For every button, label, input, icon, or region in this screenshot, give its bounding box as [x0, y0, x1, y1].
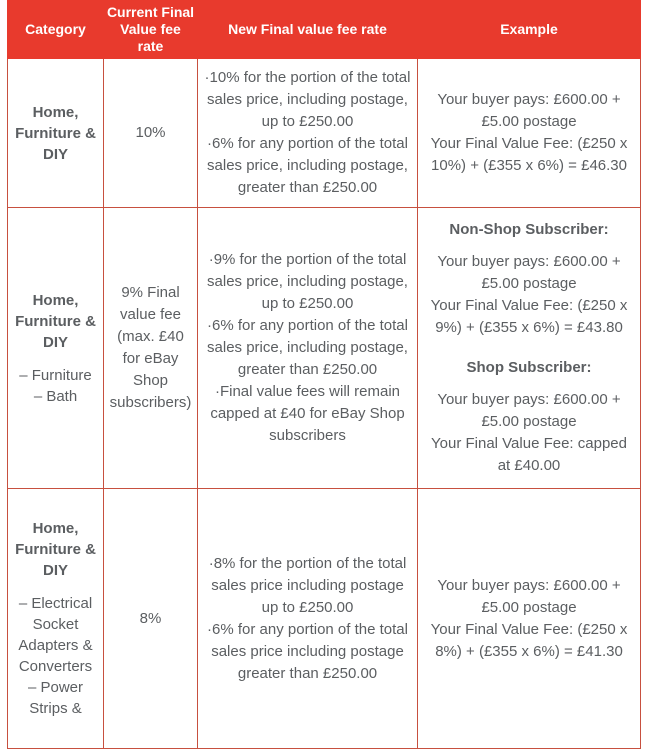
example-block [423, 575, 635, 663]
column-header-new-rate: New Final value fee rate [198, 1, 418, 59]
example-line: Your Final Value Fee: (£250 x 9%) + (£355 x 6%) = £43.80 [430, 297, 628, 336]
new-rate-cell [198, 489, 418, 749]
example-cell [418, 489, 641, 749]
fee-rule-bullet: · 6% for any portion of the total sales price including postage greater than £250.00 [203, 619, 412, 685]
column-header-example: Example [418, 1, 641, 59]
example-block [423, 89, 635, 177]
column-header-current-rate: Current Final Value fee rate [104, 1, 198, 59]
category-title: Home, Furniture & DIY [15, 520, 96, 579]
category-title: Home, Furniture & DIY [15, 103, 96, 163]
category-subitem: – Bath [33, 387, 78, 405]
fee-rule-bullet: · 9% for the portion of the total sales price, including postage, up to £250.00 [203, 249, 412, 315]
fee-rule-bullet: · 6% for any portion of the total sales price, including postage, greater than £250.00 [203, 315, 412, 381]
current-rate-cell: 10% [104, 59, 198, 208]
table-row [8, 59, 641, 208]
fee-rule-bullet: · 10% for the portion of the total sales price, including postage, up to £250.00 [203, 67, 412, 133]
table-header-row [8, 1, 641, 59]
fee-rate-table [7, 0, 641, 749]
example-line: Your Final Value Fee: (£250 x 10%) + (£355 x 6%) = £46.30 [430, 135, 628, 174]
new-rate-cell [198, 59, 418, 208]
table-row [8, 208, 641, 489]
fee-rule-bullet: · 6% for any portion of the total sales price, including postage, greater than £250.00 [203, 133, 412, 199]
example-line: Your buyer pays: £600.00 + £5.00 postage [437, 91, 621, 130]
category-title: Home, Furniture & DIY [15, 291, 96, 351]
example-line: Your buyer pays: £600.00 + £5.00 postage [437, 253, 621, 292]
fee-rule-bullet: · 8% for the portion of the total sales price including postage up to £250.00 [203, 553, 412, 619]
example-cell [418, 59, 641, 208]
category-subitem: – Power Strips & [27, 679, 84, 717]
example-line: Your Final Value Fee: capped at £40.00 [431, 435, 627, 474]
example-line: Your buyer pays: £600.00 + £5.00 postage [437, 391, 621, 430]
example-cell [418, 208, 641, 489]
fee-rule-bullet: · Final value fees will remain capped at £40 for eBay Shop subscribers [203, 381, 412, 447]
category-cell [8, 208, 104, 489]
example-block [423, 219, 635, 339]
category-subitems [11, 593, 100, 719]
example-heading: Non-Shop Subscriber: [449, 221, 609, 238]
category-subitem: – Furniture [19, 366, 92, 384]
new-rate-cell [198, 208, 418, 489]
example-line: Your Final Value Fee: (£250 x 8%) + (£355 x 6%) = £41.30 [430, 620, 628, 660]
example-heading: Shop Subscriber: [466, 359, 592, 376]
table-row [8, 489, 641, 749]
category-cell [8, 489, 104, 749]
category-subitem: – Electrical Socket Adapters & Converters [18, 595, 93, 675]
current-rate-cell: 9% Final value fee (max. £40 for eBay Shop subscribers) [104, 208, 198, 489]
category-cell [8, 59, 104, 208]
current-rate-cell: 8% [104, 489, 198, 749]
example-block [423, 357, 635, 477]
category-subitems [11, 365, 100, 407]
column-header-category: Category [8, 1, 104, 59]
example-line: Your buyer pays: £600.00 + £5.00 postage [437, 576, 621, 616]
